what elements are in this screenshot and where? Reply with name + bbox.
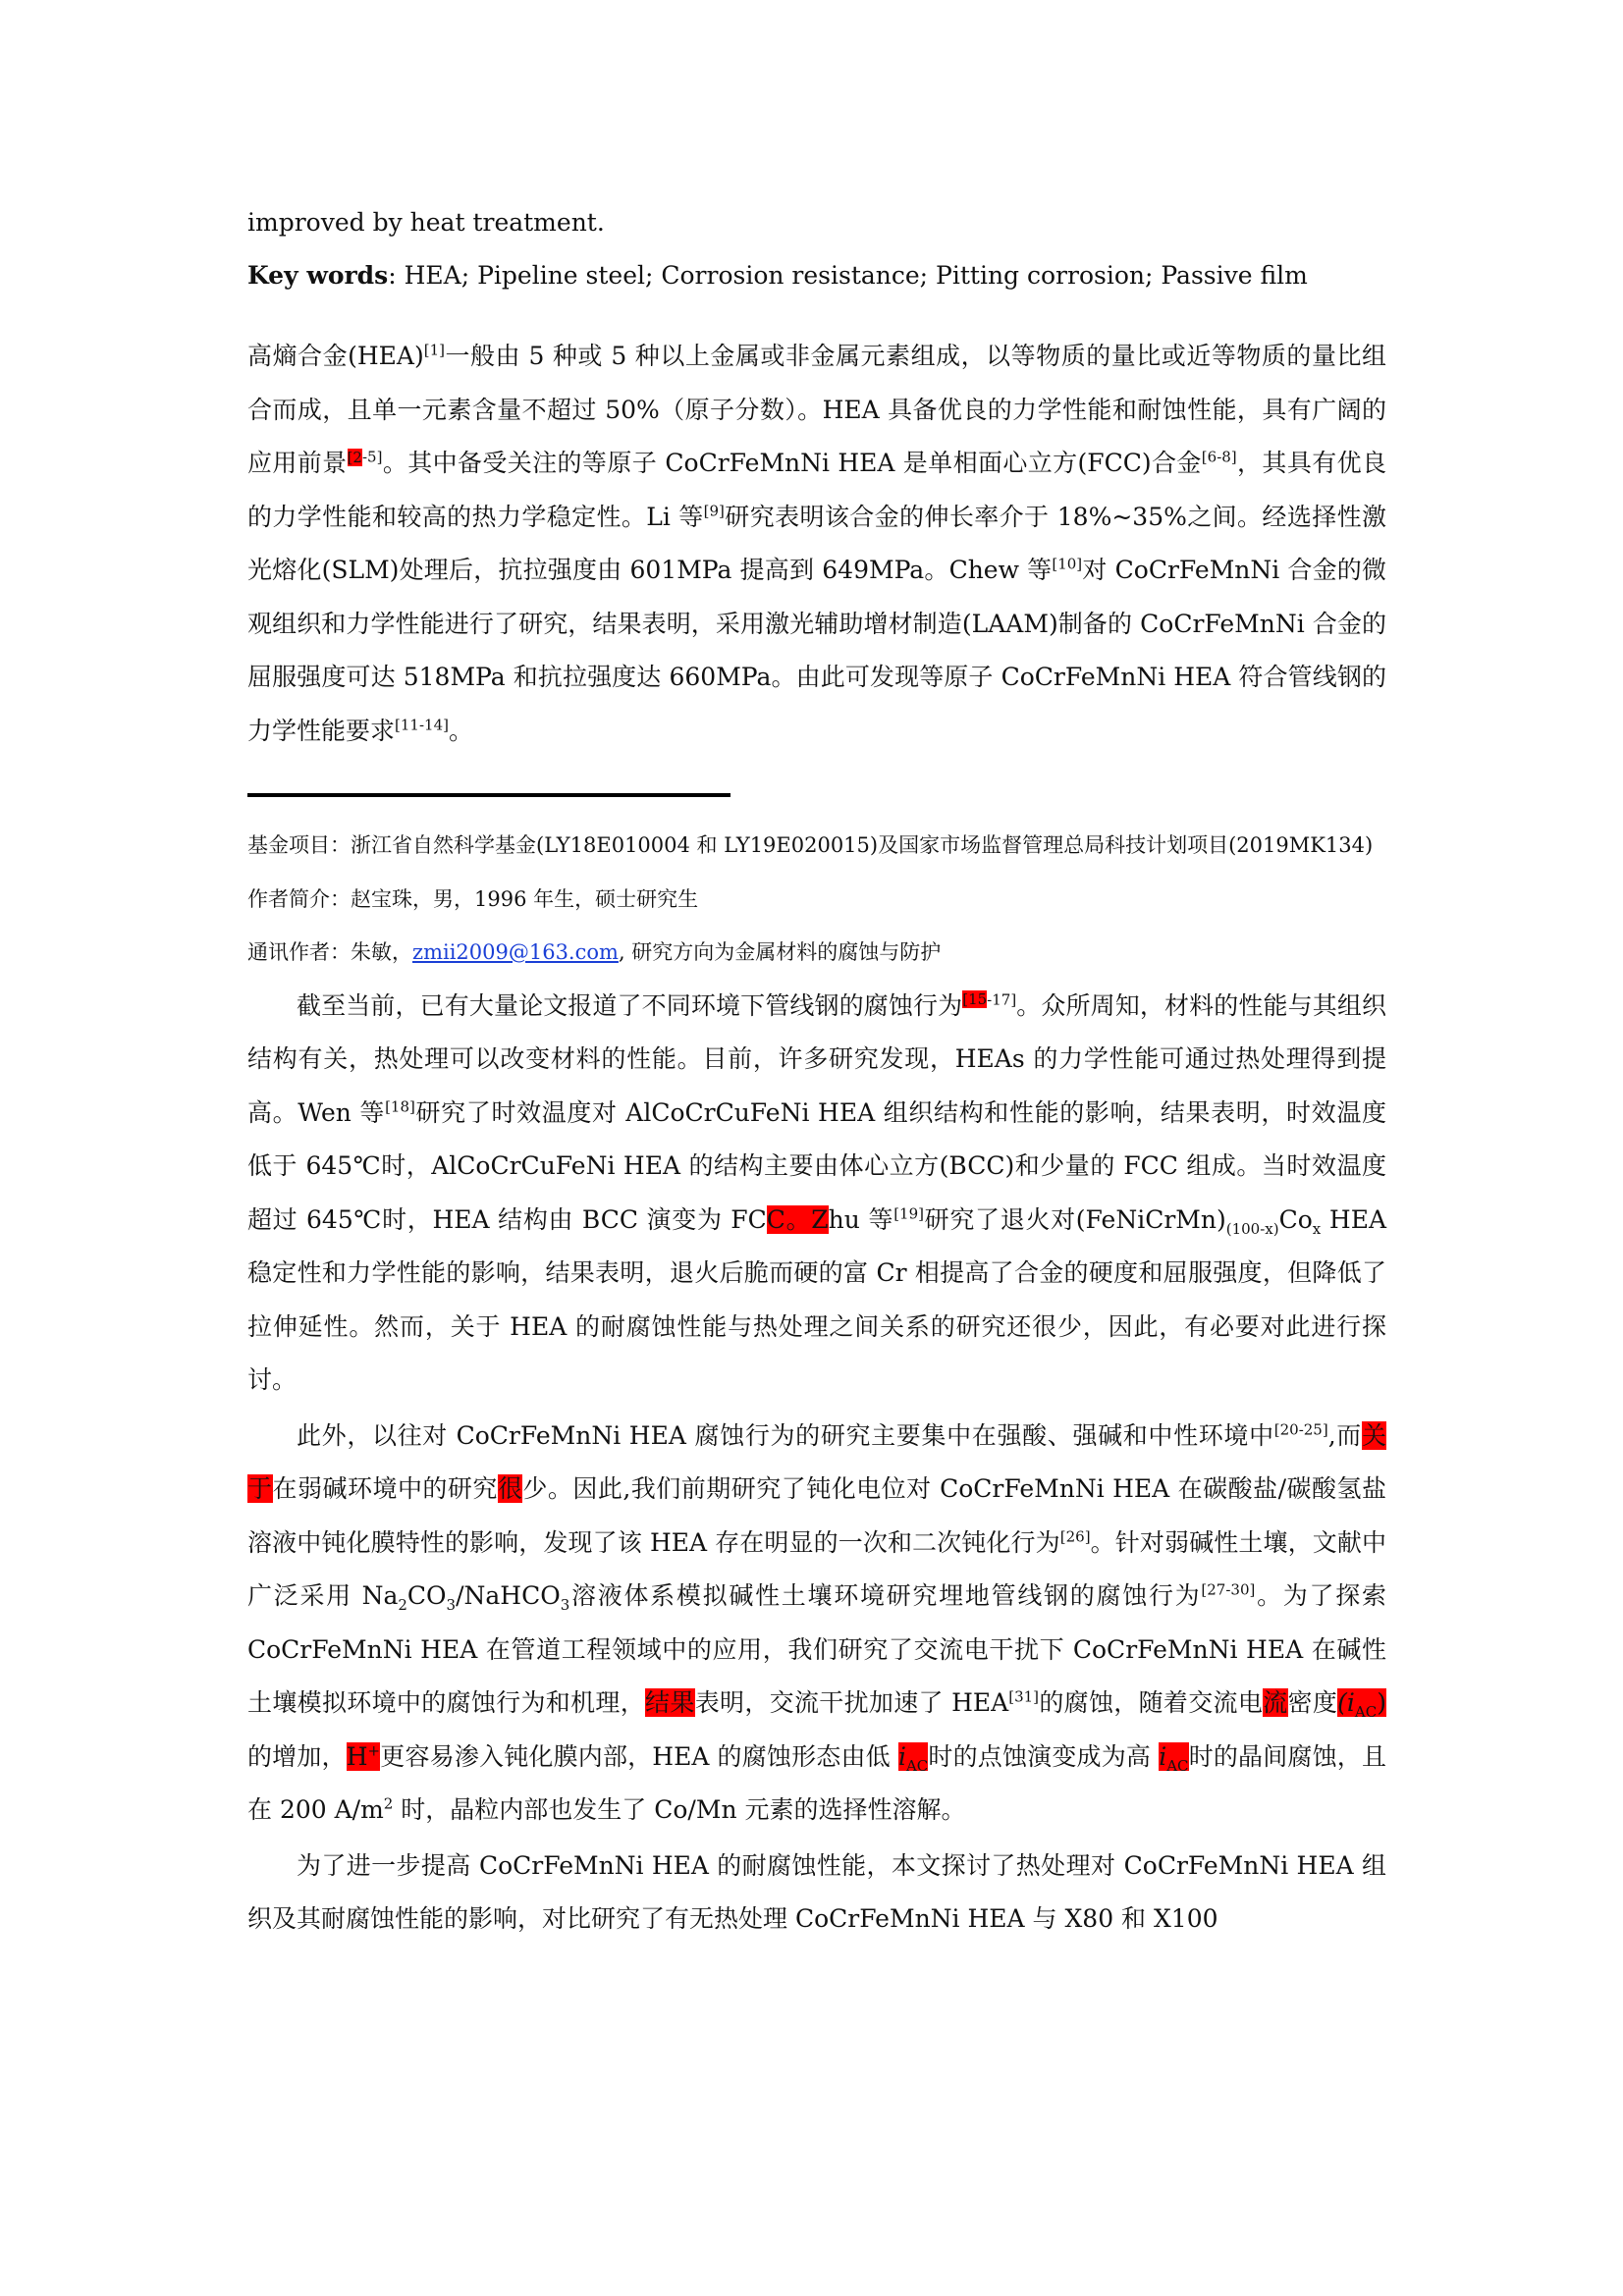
citation: [11-14]	[395, 716, 449, 734]
citation	[962, 990, 1016, 1008]
subscript: AC	[905, 1756, 929, 1775]
intro-text: 。其中备受关注的等原子 CoCrFeMnNi HEA 是单相面心立方(FCC)合金	[382, 449, 1202, 477]
highlight-mark: 结果	[645, 1688, 695, 1717]
para-text: 少。因此,我们前期研究了钝化电位对 CoCrFeMnNi HEA 在碳酸盐/碳酸氢盐溶液中钝化膜特性的影响，发现了该 HEA 存在明显的一次和二次钝化行为	[247, 1474, 1386, 1557]
para-text: 此外，以往对 CoCrFeMnNi HEA 腐蚀行为的研究主要集中在强酸、强碱和中性环境中	[297, 1420, 1274, 1450]
footnote-corresponding	[247, 926, 1386, 980]
subscript: 3	[446, 1596, 457, 1614]
para-text: CO	[406, 1581, 447, 1610]
abstract-tail: improved by heat treatment.	[247, 208, 605, 237]
footnote-text: , 研究方向为金属材料的腐蚀与防护	[618, 940, 942, 964]
para-text: 截至当前，已有大量论文报道了不同环境下管线钢的腐蚀行为	[297, 990, 963, 1020]
highlight-mark: [2	[347, 448, 362, 466]
highlight-mark: [15	[962, 990, 988, 1009]
intro-paragraph	[247, 330, 1386, 758]
para-text: )	[1377, 1688, 1386, 1717]
symbol: (i	[1337, 1688, 1355, 1717]
para-text: 溶液体系模拟碱性土壤环境研究埋地管线钢的腐蚀行为	[569, 1581, 1202, 1610]
email-link[interactable]: zmii2009@163.com	[412, 940, 619, 964]
footnote-text: 通讯作者：朱敏，	[247, 940, 412, 964]
paragraph-this-work: 为了进一步提高 CoCrFeMnNi HEA 的耐腐蚀性能，本文探讨了热处理对 CoCrFeMnNi HEA 组织及其耐腐蚀性能的影响，对比研究了有无热处理 CoCrFeMnNi HEA 与 X80 和 X100	[247, 1850, 1386, 1933]
citation: [31]	[1008, 1687, 1040, 1706]
para-text: /NaHCO	[456, 1581, 561, 1610]
para-text: hu 等	[828, 1204, 894, 1234]
subscript: 2	[398, 1596, 407, 1614]
symbol: i	[1159, 1741, 1167, 1771]
symbol: i	[897, 1741, 906, 1771]
intro-text: 高熵合金(HEA)	[247, 342, 424, 370]
intro-text: 一般由 5 种或 5 种以上金属或非金属元素组成，以等物质的量比或近等物质的量比组合而成，且单一元素含量不超过 50%（原子分数）。HEA 具备优良的力学性能和耐蚀性能，具有广阔的应用前景	[247, 342, 1386, 477]
paper-page	[247, 196, 1386, 1947]
para-text: 更容易渗入钝化膜内部，HEA 的腐蚀形态由低	[380, 1741, 898, 1771]
subscript: AC	[1354, 1703, 1378, 1721]
intro-text: ，其具有优良的力学性能和较高的热力学稳定性。Li 等	[247, 449, 1386, 531]
para-text: 研究了退火对(FeNiCrMn)	[923, 1204, 1226, 1234]
footnote-author: 作者简介：赵宝珠，男，1996 年生，硕士研究生	[247, 886, 699, 911]
citation: [19]	[893, 1204, 924, 1223]
para-text: 。众所周知，材料的性能与其组织结构有关，热处理可以改变材料的性能。目前，许多研究发现，HEAs 的力学性能可通过热处理得到提高。Wen 等	[247, 990, 1386, 1127]
highlight-mark: 很	[497, 1474, 523, 1503]
highlight-mark	[347, 1742, 380, 1771]
para-text: 时，晶粒内部也发生了 Co/Mn 元素的选择性溶解。	[393, 1795, 966, 1824]
citation: [27-30]	[1201, 1580, 1256, 1599]
subscript: AC	[1166, 1756, 1189, 1775]
para-text: 密度	[1287, 1688, 1338, 1717]
superscript: 2	[383, 1794, 394, 1813]
citation: [10]	[1052, 555, 1083, 573]
superscript: +	[367, 1741, 381, 1760]
citation-rest: -5]	[361, 448, 383, 466]
highlight-mark: 关于	[247, 1420, 1386, 1503]
symbol: H	[346, 1741, 368, 1771]
para-text: 研究了时效温度对 AlCoCrCuFeNi HEA 组织结构和性能的影响，结果表明，时效温度低于 645℃时，AlCoCrCuFeNi HEA 的结构主要由体心立方(BCC)和少量的 FCC 组成。当时效温度超过 645℃时，HEA 结构由 BCC 演变为 FC	[247, 1097, 1386, 1234]
highlight-mark	[1337, 1688, 1386, 1721]
citation: [6-8]	[1201, 448, 1237, 466]
paragraph-heat-treatment	[247, 980, 1386, 1408]
highlight-mark: 流	[1263, 1688, 1288, 1717]
para-text: Co	[1278, 1204, 1313, 1234]
highlight-mark	[1159, 1741, 1189, 1775]
para-text: 。为了探索 CoCrFeMnNi HEA 在管道工程领域中的应用，我们研究了交流电干扰下 CoCrFeMnNi HEA 在碱性土壤模拟环境中的腐蚀行为和机理，	[247, 1581, 1386, 1717]
highlight-mark: C。Z	[766, 1204, 829, 1234]
intro-text: 对 CoCrFeMnNi 合金的微观组织和力学性能进行了研究，结果表明，采用激光辅助增材制造(LAAM)制备的 CoCrFeMnNi 合金的屈服强度可达 518MPa 和抗拉强度达 660MPa。由此可发现等原子 CoCrFeMnNi HEA 符合管线钢的力学性能要求	[247, 556, 1386, 745]
keywords-label: Key words	[247, 261, 389, 290]
highlight-mark	[897, 1741, 929, 1775]
para-text: 时的点蚀演变成为高	[928, 1741, 1160, 1771]
keywords-text: : HEA; Pipeline steel; Corrosion resistance; Pitting corrosion; Passive film	[388, 261, 1308, 290]
citation-rest: -17]	[987, 990, 1017, 1009]
para-text: HEA 稳定性和力学性能的影响，结果表明，退火后脆而硬的富 Cr 相提高了合金的硬度和屈服强度，但降低了拉伸延性。然而，关于 HEA 的耐腐蚀性能与热处理之间关系的研究还很少，因此，有必要对此进行探讨。	[247, 1204, 1387, 1394]
citation: [1]	[423, 341, 445, 359]
citation: [20-25]	[1273, 1420, 1328, 1439]
para-text: ,而	[1327, 1420, 1362, 1450]
citation	[348, 449, 383, 466]
citation: [9]	[703, 502, 725, 520]
para-text: 。针对弱碱性土壤，文献中广泛采用 Na	[247, 1527, 1386, 1610]
para-text: 表明，交流干扰加速了 HEA	[694, 1688, 1009, 1717]
intro-text: 研究表明该合金的伸长率介于 18%~35%之间。经选择性激光熔化(SLM)处理后，抗拉强度由 601MPa 提高到 649MPa。Chew 等	[247, 502, 1387, 584]
para-text: 的腐蚀，随着交流电	[1039, 1688, 1264, 1717]
para-text: 在弱碱环境中的研究	[272, 1474, 498, 1503]
para-text: 的增加，	[247, 1741, 347, 1771]
para-text: 时的晶间腐蚀，且在 200 A/m	[247, 1741, 1386, 1824]
subscript: (100-x)	[1225, 1219, 1279, 1238]
intro-text: 。	[448, 716, 473, 745]
footnote-fund: 基金项目：浙江省自然科学基金(LY18E010004 和 LY19E020015)及国家市场监督管理总局科技计划项目(2019MK134)	[247, 833, 1374, 857]
keywords-line	[247, 249, 1386, 302]
citation: [18]	[385, 1097, 415, 1116]
citation: [26]	[1059, 1527, 1091, 1546]
subscript: 3	[560, 1596, 570, 1614]
footnote-divider	[247, 793, 730, 797]
subscript: x	[1312, 1219, 1322, 1238]
paragraph-prior-work	[247, 1410, 1386, 1838]
